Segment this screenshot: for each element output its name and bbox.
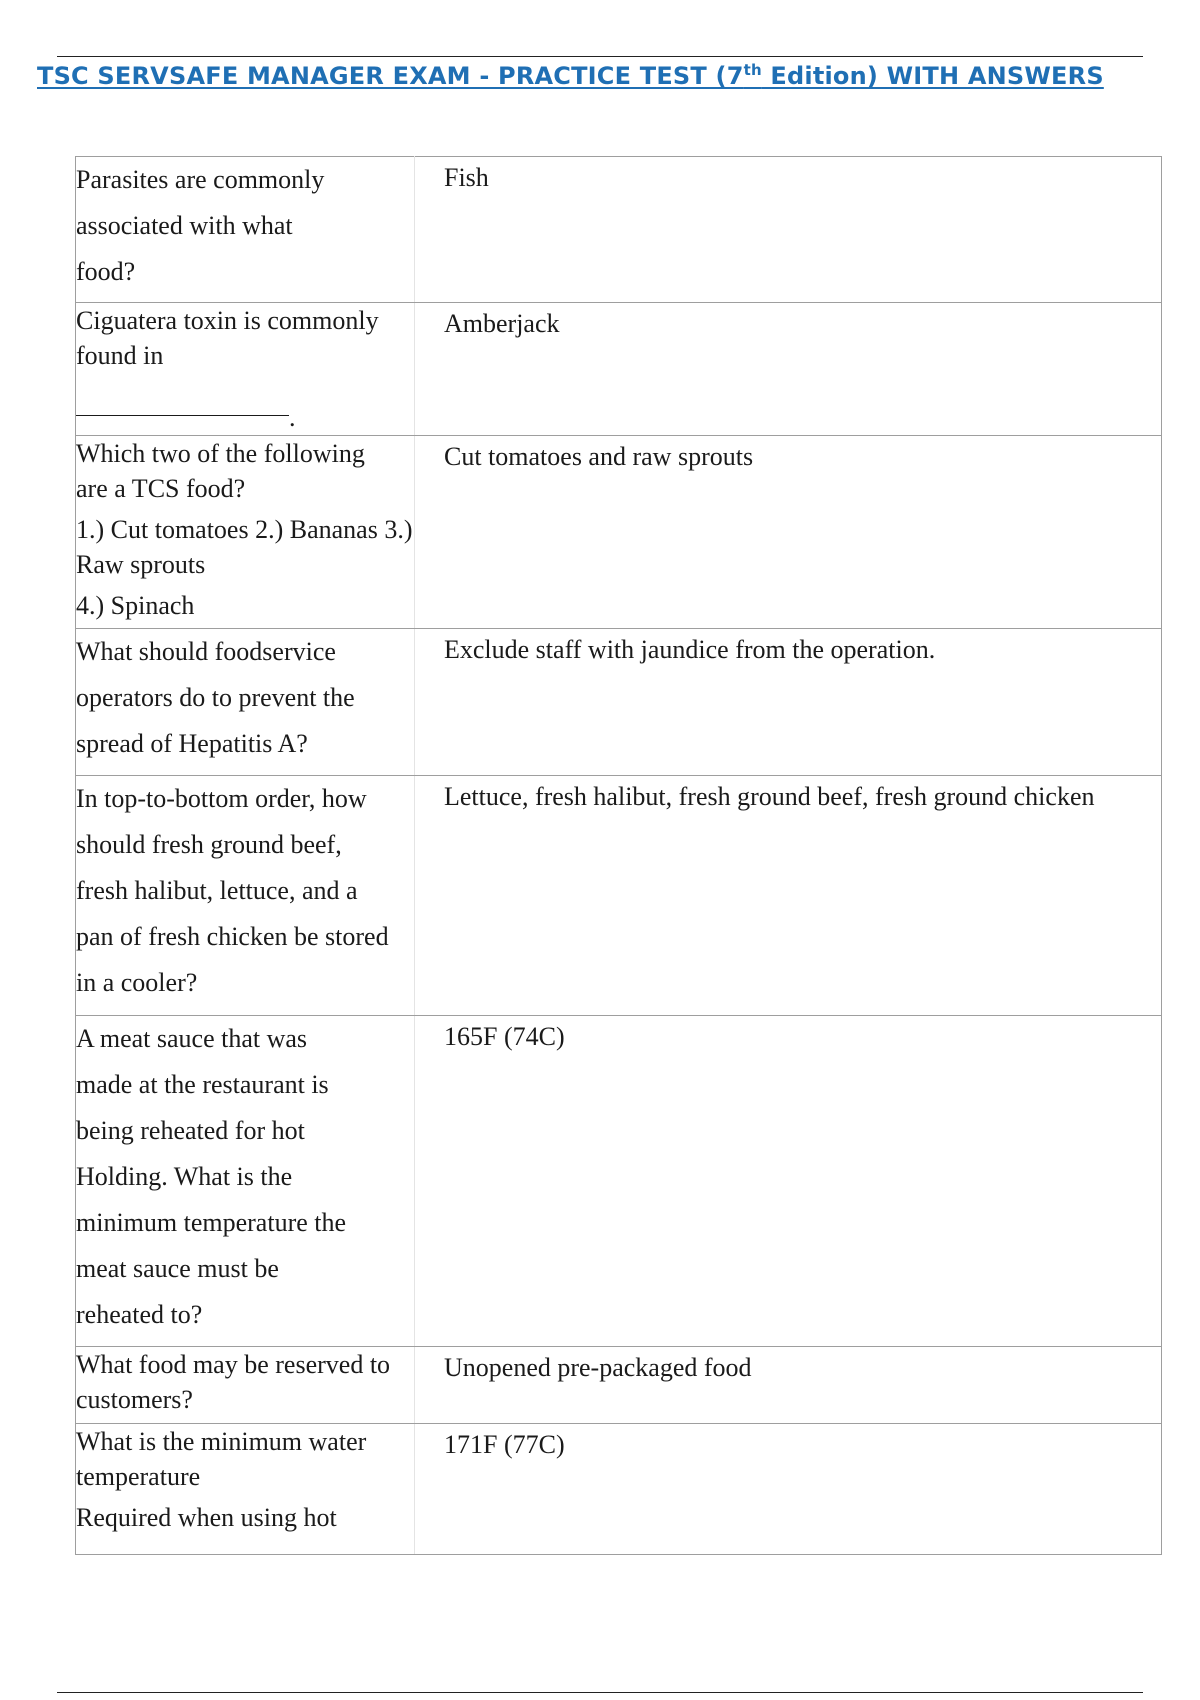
question-cell [76, 157, 415, 303]
question-line: Required when using hot [76, 1503, 337, 1532]
table-row [76, 436, 1162, 629]
answer-cell [415, 157, 1162, 303]
table-row [76, 1424, 1162, 1555]
answer-text: Unopened pre-packaged food [444, 1353, 752, 1382]
blank-underline [76, 414, 289, 416]
document-title [37, 60, 1104, 92]
question-line: 4.) Spinach [76, 591, 195, 620]
table-row [76, 1347, 1162, 1424]
blank-suffix: . [289, 403, 296, 432]
question-line: made at the restaurant is [76, 1070, 329, 1099]
question-cell [76, 1016, 415, 1347]
question-cell [76, 436, 415, 629]
question-line: 1.) Cut tomatoes 2.) Bananas 3.) [76, 515, 413, 544]
question-line: food? [76, 257, 136, 286]
answer-cell [415, 629, 1162, 776]
answer-text: Amberjack [444, 309, 560, 338]
table-row [76, 629, 1162, 776]
qa-table [75, 156, 1162, 1555]
question-line: reheated to? [76, 1300, 203, 1329]
question-line: fresh halibut, lettuce, and a [76, 876, 358, 905]
question-line: meat sauce must be [76, 1254, 279, 1283]
question-cell [76, 1347, 415, 1424]
answer-cell [415, 1016, 1162, 1347]
title-superscript: th [743, 61, 762, 79]
question-line: are a TCS food? [76, 474, 246, 503]
question-line: temperature [76, 1462, 201, 1491]
answer-text: Fish [444, 163, 489, 192]
question-line: Which two of the following [76, 439, 365, 468]
answer-text: Lettuce, fresh halibut, fresh ground beef, fresh ground chicken [444, 782, 1095, 811]
answer-text: Cut tomatoes and raw sprouts [444, 442, 754, 471]
answer-cell [415, 1347, 1162, 1424]
question-line: Ciguatera toxin is commonly [76, 306, 379, 335]
answer-cell [415, 436, 1162, 629]
question-cell [76, 776, 415, 1016]
question-cell [76, 303, 415, 436]
question-line: Raw sprouts [76, 550, 206, 579]
table-row [76, 157, 1162, 303]
question-line: What should foodservice [76, 637, 336, 666]
question-cell [76, 629, 415, 776]
bottom-rule [57, 1692, 1143, 1693]
fill-in-blank [76, 400, 410, 435]
question-line: minimum temperature the [76, 1208, 347, 1237]
question-line: pan of fresh chicken be stored [76, 922, 389, 951]
table-row [76, 1016, 1162, 1347]
question-line: found in [76, 341, 164, 370]
answer-text: 171F (77C) [444, 1430, 565, 1459]
table-row [76, 303, 1162, 436]
blank-gap [76, 373, 410, 400]
question-line: In top-to-bottom order, how [76, 784, 367, 813]
table-row [76, 776, 1162, 1016]
question-line: operators do to prevent the [76, 683, 355, 712]
question-cell [76, 1424, 415, 1555]
question-line: in a cooler? [76, 968, 198, 997]
answer-cell [415, 776, 1162, 1016]
answer-text: 165F (74C) [444, 1022, 565, 1051]
question-line: What is the minimum water [76, 1427, 367, 1456]
question-line: spread of Hepatitis A? [76, 729, 308, 758]
question-line: associated with what [76, 211, 293, 240]
answer-text: Exclude staff with jaundice from the operation. [444, 635, 936, 664]
top-rule [57, 56, 1143, 57]
question-line: A meat sauce that was [76, 1024, 308, 1053]
answer-cell [415, 1424, 1162, 1555]
question-line: being reheated for hot [76, 1116, 305, 1145]
question-line: Parasites are commonly [76, 165, 325, 194]
question-line: should fresh ground beef, [76, 830, 342, 859]
title-text-end: Edition) WITH ANSWERS [761, 62, 1104, 90]
title-text: TSC SERVSAFE MANAGER EXAM - PRACTICE TEST (7 [37, 62, 744, 90]
question-line: What food may be reserved to [76, 1350, 391, 1379]
question-line: Holding. What is the [76, 1162, 293, 1191]
answer-cell [415, 303, 1162, 436]
question-line: customers? [76, 1385, 193, 1414]
